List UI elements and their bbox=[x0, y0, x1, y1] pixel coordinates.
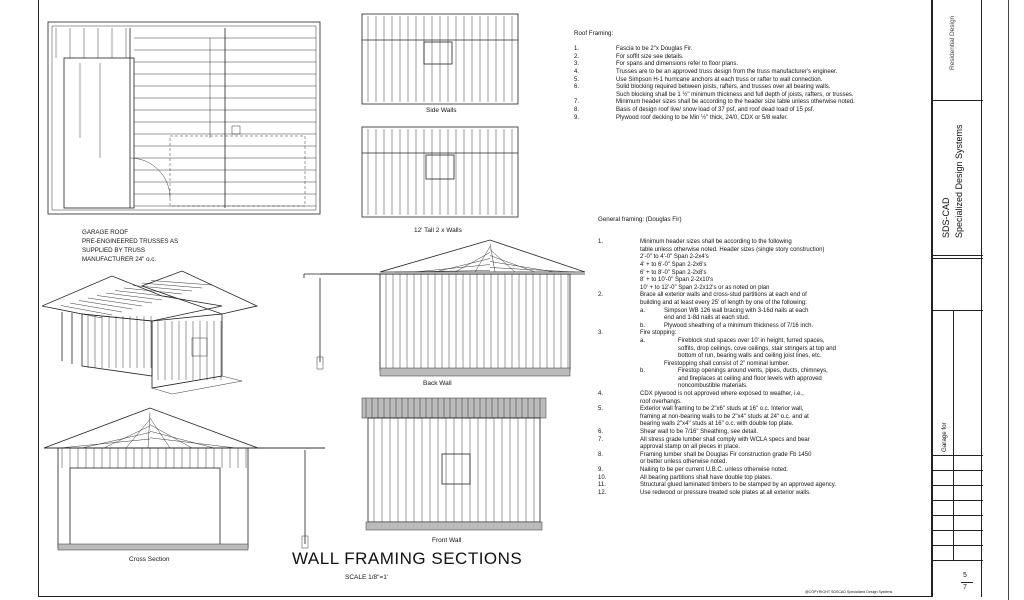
web-line bbox=[148, 413, 150, 448]
general-note-text: Simpson WB 126 wall bracing with 3-16d nails at each bbox=[664, 307, 809, 314]
side-wall-elevation bbox=[360, 12, 520, 112]
general-note-line bbox=[598, 467, 789, 475]
general-note-line bbox=[598, 239, 792, 247]
general-note-number: 5. bbox=[598, 406, 604, 413]
general-note-text: and fireplaces at ceiling and floor levels with approved bbox=[678, 375, 822, 382]
web-line bbox=[150, 431, 214, 448]
general-note-text: Use redwood or pressure treated sole plates at all exterior walls. bbox=[640, 489, 811, 496]
general-note-text: end and 1-8d nails at each stud. bbox=[664, 315, 750, 322]
roof-note-item bbox=[574, 114, 788, 123]
general-note-text: Plywood sheathing of a minimum thickness of 7/16 inch. bbox=[664, 322, 814, 329]
roof-note-number: 2. bbox=[574, 53, 580, 60]
roof-note-number: 4. bbox=[574, 68, 580, 75]
roof-note-text: Plywood roof decking to be Min ½" thick, 24/0, CDX or 5/8 wafer. bbox=[616, 114, 788, 121]
label-cross-section: Cross Section bbox=[129, 556, 170, 563]
general-note-sub: b. bbox=[640, 368, 646, 375]
tall-wall-elevation bbox=[360, 125, 520, 225]
roof-note-text: Trusses are to be an approved truss design from the truss manufacturer's engineer. bbox=[616, 68, 838, 75]
general-note-text: Minimum header sizes shall be according to the following bbox=[640, 239, 792, 246]
general-note-number: 3. bbox=[598, 330, 604, 337]
general-note-line bbox=[598, 444, 741, 452]
roof-note-number: 5. bbox=[574, 76, 580, 83]
general-note-line bbox=[598, 421, 794, 429]
general-note-line bbox=[598, 353, 822, 361]
roof-framing-heading: Roof Framing: bbox=[574, 30, 614, 37]
general-note-line bbox=[598, 429, 758, 437]
roof-note-item bbox=[574, 68, 838, 77]
general-note-number: 11. bbox=[598, 482, 606, 489]
general-note-number: 8. bbox=[598, 451, 604, 458]
general-note-sub: a. bbox=[640, 337, 646, 344]
page-right-edge bbox=[1008, 0, 1009, 600]
drawing-title: WALL FRAMING SECTIONS bbox=[292, 549, 523, 568]
general-note-line bbox=[598, 360, 790, 369]
rafter-line bbox=[97, 296, 152, 304]
roof-note-item bbox=[574, 76, 823, 85]
general-note-line bbox=[598, 284, 770, 293]
general-note-number: 4. bbox=[598, 391, 604, 398]
company-name: Specialized Design Systems bbox=[954, 124, 964, 238]
roof-note-text: Minimum header sizes shall be according to the header size table unless otherwise noted. bbox=[616, 99, 855, 106]
general-framing-heading: General framing: (Douglas Fir) bbox=[598, 216, 682, 223]
general-note-text: Brace all exterior walls and cross-stud partitions at each end of bbox=[640, 292, 807, 299]
general-note-line bbox=[598, 315, 750, 323]
general-note-text: 6' + to 8'-0" Span 2-2x8's bbox=[640, 269, 707, 276]
roof-note-number: 3. bbox=[574, 61, 580, 68]
perspective-framing-view bbox=[42, 266, 282, 396]
web-line bbox=[60, 439, 150, 448]
rafter-line bbox=[52, 308, 102, 318]
general-note-line bbox=[598, 451, 812, 460]
general-note-text: CDX plywood is not approved where exposed to weather, i.e., bbox=[640, 391, 804, 398]
roof-note-number: 7. bbox=[574, 99, 580, 106]
rafter-line bbox=[124, 288, 182, 294]
roof-note-item bbox=[574, 99, 855, 107]
general-note-text: All bearing partitions shall have double top plates. bbox=[640, 474, 773, 481]
general-note-number: 10. bbox=[598, 474, 607, 481]
roof-note-item bbox=[574, 46, 693, 54]
general-note-line bbox=[598, 459, 728, 467]
roof-note-text: Fascia to be 2"x Douglas Fir. bbox=[616, 46, 693, 53]
general-note-line bbox=[598, 322, 814, 331]
general-note-number: 12. bbox=[598, 489, 607, 496]
label-front-wall: Front Wall bbox=[432, 537, 462, 544]
roof-framing-plan bbox=[40, 18, 328, 218]
roof-note-text: For soffit size see details. bbox=[616, 53, 684, 60]
general-note-line bbox=[598, 375, 822, 384]
general-note-number: 6. bbox=[598, 429, 604, 436]
general-note-text: Fire stopping: bbox=[640, 330, 677, 337]
garage-roof-note: GARAGE ROOF PRE-ENGINEERED TRUSSES AS SUPPLIED BY TRUSS MANUFACTURER 24" o.c. bbox=[82, 229, 179, 263]
web-line bbox=[104, 426, 150, 448]
general-note-line bbox=[598, 399, 682, 407]
general-note-text: soffits, drop ceilings, cove ceilings, stair stringers at top and bbox=[678, 345, 836, 352]
general-note-text: Nailing to be per current U.B.C. unless otherwise noted. bbox=[640, 467, 789, 474]
general-note-text: bottom of run, bearing walls and ceiling joist lines, etc. bbox=[678, 353, 822, 360]
general-note-text: or better unless otherwise noted. bbox=[640, 459, 728, 466]
general-note-text: 2'-0" to 4'-0" Span 2-2x4's bbox=[640, 254, 709, 261]
web-line bbox=[150, 438, 236, 448]
roof-note-text: Use Simpson H-1 hurricane anchors at each truss or rafter to wall connection. bbox=[616, 76, 823, 83]
roof-note-text: For spans and dimensions refer to floor plans. bbox=[616, 61, 739, 68]
title-block-top-text: Residential Design bbox=[949, 15, 956, 70]
general-note-text: Shear wall to be 7/16" Sheathing, see detail. bbox=[640, 429, 758, 436]
web-line bbox=[126, 419, 150, 448]
label-side-walls: Side Walls bbox=[426, 107, 457, 114]
copyright-note: @COPYRIGHT SDSCAD Specialized Design Systems bbox=[805, 590, 893, 594]
general-note-line bbox=[598, 436, 810, 445]
general-note-text: noncombustible materials. bbox=[678, 383, 748, 390]
sheet-number: 5 bbox=[963, 572, 967, 579]
general-note-line bbox=[598, 391, 804, 399]
general-note-line bbox=[598, 261, 707, 270]
general-note-text: Framing lumber shall be Douglas Fir construction grade Fb 1450 bbox=[640, 451, 812, 458]
general-note-line bbox=[598, 406, 804, 414]
roof-note-item bbox=[574, 53, 684, 62]
label-back-wall: Back Wall bbox=[423, 380, 452, 387]
general-note-text: 10' + to 12'-0" Span 2-2x12's or as noted on plan bbox=[640, 284, 770, 291]
rafter-line bbox=[61, 306, 112, 316]
general-note-text: Fireblock stud spaces over 10' in height, furred spaces, bbox=[678, 337, 825, 344]
general-note-line bbox=[598, 368, 828, 376]
front-wall-elevation bbox=[358, 394, 550, 534]
general-note-number: 1. bbox=[598, 239, 604, 246]
general-note-line bbox=[598, 254, 709, 262]
general-note-number: 9. bbox=[598, 467, 604, 474]
rafter-line bbox=[70, 303, 122, 312]
back-wall-section bbox=[300, 232, 590, 380]
general-note-line bbox=[598, 474, 773, 483]
general-note-text: Structural glued laminated timbers to be stamped by an approved agency. bbox=[640, 482, 837, 489]
roof-note-text: Solid blocking required between joists, rafters, and trusses over all bearing walls. bbox=[616, 84, 831, 91]
roof-note-number: 8. bbox=[574, 106, 580, 113]
drawing-scale: SCALE 1/8"=1' bbox=[345, 574, 389, 581]
general-note-text: bearing walls 2"x4" studs at 16" o.c. with double top plate. bbox=[640, 421, 794, 428]
general-note-line bbox=[598, 383, 748, 391]
roof-note-item bbox=[574, 84, 831, 92]
web-line bbox=[150, 425, 192, 448]
general-note-text: roof overhangs. bbox=[640, 398, 682, 405]
general-note-line bbox=[598, 299, 807, 308]
general-note-line bbox=[598, 307, 809, 316]
roof-note-number: 9. bbox=[574, 114, 580, 121]
general-note-sub: a. bbox=[640, 307, 646, 314]
general-note-line bbox=[598, 345, 836, 354]
general-note-line bbox=[598, 489, 811, 498]
rafter-line bbox=[106, 293, 162, 300]
general-note-sub: b. bbox=[640, 322, 646, 329]
general-note-text: 4' + to 6'-0" Span 2-2x6's bbox=[640, 261, 707, 268]
roof-note-item bbox=[574, 106, 815, 115]
roof-note-number: 1. bbox=[574, 46, 580, 53]
general-note-line bbox=[598, 269, 707, 278]
project-name: Garage for bbox=[941, 422, 948, 452]
label-12-tall-walls: 12' Tall 2 x Walls bbox=[414, 227, 462, 234]
roof-note-number: 6. bbox=[574, 84, 580, 91]
cross-section-view bbox=[40, 404, 330, 554]
general-note-text: All stress grade lumber shall comply with WCLA specs and bear bbox=[640, 436, 810, 443]
general-note-text: building and at least every 25' of length by one of the following: bbox=[640, 299, 807, 306]
web-line bbox=[150, 418, 170, 448]
sheet-total: 7 bbox=[963, 584, 967, 591]
rafter-line bbox=[79, 301, 132, 310]
general-note-text: approval stamp on all pieces in place. bbox=[640, 444, 741, 451]
general-note-text: Firestopping shall consist of 2" nominal lumber. bbox=[664, 360, 790, 367]
general-note-line bbox=[598, 292, 807, 300]
roof-note-text: Basis of design roof live/ snow load of 37 psf, and roof dead load of 15 psf. bbox=[616, 106, 815, 113]
general-note-text: framing at non-bearing walls to be 2"x4" studs at 24" o.c. and at bbox=[640, 413, 809, 420]
rafter-line bbox=[88, 298, 142, 306]
general-note-line bbox=[598, 337, 825, 346]
general-note-line bbox=[598, 246, 825, 255]
general-note-text: 8' + to 10'-0" Span 2-2x10's bbox=[640, 277, 714, 284]
general-note-line bbox=[598, 413, 809, 422]
general-note-line bbox=[598, 277, 714, 285]
title-block bbox=[932, 0, 982, 597]
roof-note-item bbox=[574, 91, 854, 100]
general-note-line bbox=[598, 330, 682, 338]
general-note-number: 7. bbox=[598, 436, 604, 443]
general-note-text: table unless otherwise noted. Header sizes (single story construction) bbox=[640, 246, 825, 253]
general-note-number: 2. bbox=[598, 292, 604, 299]
general-note-text: Firestop openings around vents, pipes, ducts, chimneys, bbox=[678, 368, 828, 375]
roof-framing-notes bbox=[574, 30, 855, 122]
roof-note-text: Such blocking shall be 1 ½" minimum thickness and full depth of joists, rafters, or trusses. bbox=[616, 91, 854, 98]
general-note-line bbox=[598, 482, 837, 490]
company-short: SDS-CAD bbox=[941, 197, 951, 238]
general-framing-notes bbox=[598, 216, 837, 497]
general-note-text: Exterior wall framing to be 2"x6" studs at 16" o.c. Interior wall, bbox=[640, 406, 804, 413]
roof-note-item bbox=[574, 61, 739, 69]
